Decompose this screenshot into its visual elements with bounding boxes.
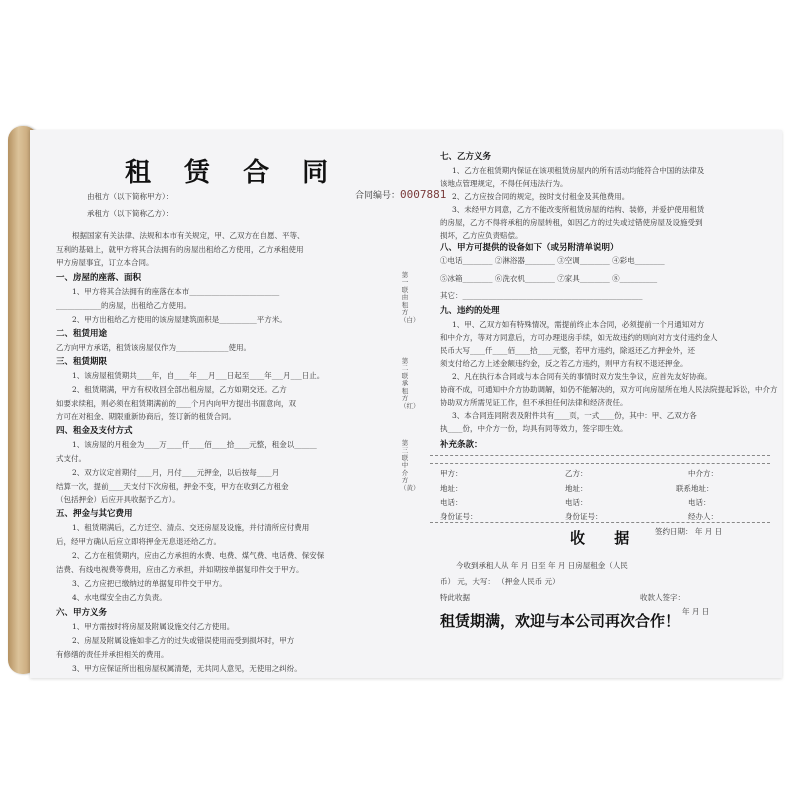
clause-text: 甲方：: [440, 469, 463, 478]
clause-text: 其它：________________________________________________: [440, 291, 643, 300]
clause-text: 承租方（以下简称乙方）：: [87, 209, 174, 218]
clause-text: 和中介方，等对方同意后，方可办理退房手续，如无故违约的则向对方支付违约金人: [440, 333, 718, 342]
section-heading: 补充条款：: [440, 440, 483, 450]
clause-text: 1、该房屋租赁期共____年，自____年___月___日起至____年___月___日止。: [72, 371, 325, 380]
clause-text: 民币大写____仟____佰____拾____元整，若甲方违约，除返还乙方押金外，还: [440, 346, 695, 355]
clause-text: 地址：: [565, 484, 588, 493]
clause-text: 身份证号：: [440, 512, 478, 521]
clause-text: 电话：: [688, 498, 711, 507]
clause-text: 3、乙方应把已缴纳过的单据复印件交于甲方。: [72, 579, 227, 588]
clause-text: 2、房屋及附属设施如非乙方的过失或错误使用而受到损坏时，甲方: [72, 636, 295, 645]
clause-text: 签约日期： 年 月 日: [655, 527, 723, 536]
clause-text: 后，经甲方确认后应立即将押金无息退还给乙方。: [56, 537, 221, 546]
clause-text: 电话：: [440, 498, 463, 507]
section-heading: 五、押金与其它费用: [56, 509, 133, 519]
section-heading: 三、租赁期限: [56, 357, 108, 367]
clause-text: 洁费、有线电视费等费用，应由乙方承担，并如期按单据复印件交于甲方。: [56, 565, 304, 574]
clause-text: 地址：: [440, 484, 463, 493]
clause-text: 1、甲方需按时将房屋及附属设施交付乙方使用。: [72, 622, 235, 631]
clause-text: 2、租赁期满，甲方有权收回全部出租房屋，乙方如期交还。乙方: [72, 385, 287, 394]
clause-text: 1、甲、乙双方如有特殊情况，需提前终止本合同，必须提前一个月通知对方: [452, 320, 705, 329]
clause-text: （包括押金）后应开具收据予乙方）。: [56, 495, 180, 504]
clause-text: 1、乙方在租赁期内保证在该项租赁房屋内的所有活动均能符合中国的法律及: [452, 166, 705, 175]
clause-text: 收款人签字：: [640, 593, 685, 602]
clause-text: 如要求续租，则必须在租赁期满前的____个月内向甲方提出书面意向，双: [56, 399, 296, 408]
section-heading: 六、甲方义务: [56, 608, 108, 618]
clause-text: 中介方：: [688, 469, 718, 478]
clause-text: 执____份，中介方一份，均具有同等效力，签字即生效。: [440, 424, 628, 433]
clause-text: 1、该房屋的月租金为____万____仟____佰____拾____元整，租金以______: [72, 440, 317, 449]
contract-number: [355, 188, 446, 201]
clause-text: 联系地址：: [676, 484, 714, 493]
bottom-slogan: 租赁期满，欢迎与本公司再次合作！: [440, 612, 681, 630]
clause-text: 2、乙方在租赁期内，应由乙方承担的水费、电费、煤气费、电话费、保安保: [72, 551, 325, 560]
supplement-divider-1: [430, 455, 770, 456]
clause-text: 须支付给乙方上述金额违约金，反之若乙方违约，则甲方有权不退还押金。: [440, 359, 688, 368]
clause-text: 损坏，乙方应负责赔偿。: [440, 231, 523, 240]
clause-text: 电话：: [565, 498, 588, 507]
contract-number-value: 0007881: [400, 188, 447, 201]
section-heading: 一、房屋的座落、面积: [56, 273, 142, 283]
clause-text: 互利的基础上，就甲方将其合法拥有的房屋出租给乙方使用，乙方承租使用: [56, 245, 304, 254]
clause-text: 2、凡在执行本合同或与本合同有关的事情时双方发生争议，应首先友好协商。: [452, 372, 712, 381]
clause-text: ⑤冰箱________ ⑥洗衣机________ ⑦家具________ ⑧__________: [440, 274, 658, 283]
clause-text: 特此收据: [440, 593, 470, 602]
section-heading: 二、租赁用途: [56, 329, 108, 339]
copy-label: 第三联中介方（黄）: [400, 439, 420, 492]
copy-label: 第二联承租方（红）: [400, 357, 420, 410]
clause-text: 有修缮的责任并承担相关的费用。: [56, 650, 169, 659]
clause-text: 该地点管理规定，不得任何违法行为。: [440, 179, 568, 188]
section-heading: 九、违约的处理: [440, 306, 500, 316]
clause-text: 1、租赁期满后，乙方迁空、清点、交还房屋及设施，并付清所应付费用: [72, 523, 310, 532]
copy-label: 第一联由租方（白）: [400, 271, 420, 324]
clause-text: 乙方向甲方承诺，租赁该房屋仅作为______________使用。: [56, 343, 251, 352]
clause-text: 2、甲方出租给乙方使用的该房屋建筑面积是__________平方米。: [72, 315, 287, 324]
clause-text: 根据国家有关法律、法规和本市有关规定，甲、乙双方在自愿、平等、: [72, 231, 305, 240]
section-heading: 八、甲方可提供的设备如下（或另附清单说明）: [440, 243, 619, 253]
clause-text: 今收到承租人从 年 月 日至 年 月 日房屋租金（人民: [456, 561, 628, 570]
clause-text: 经办人：: [688, 512, 718, 521]
clause-text: 4、水电煤安全由乙方负责。: [72, 593, 167, 602]
clause-text: ____________的房屋，出租给乙方使用。: [56, 301, 191, 310]
clause-text: 币） 元，大写： （押金人民币 元）: [440, 577, 560, 586]
clause-text: 3、甲方应保证所出租房屋权属清楚，无共同人意见，无使用之纠纷。: [72, 664, 302, 673]
supplement-divider-2: [430, 463, 770, 464]
receipt-title: 收 据: [570, 529, 642, 547]
clause-text: 甲方房屋事宜，订立本合同。: [56, 258, 154, 267]
clause-text: 方可在对租金、期限重新协商后，签订新的租赁合同。: [56, 412, 236, 421]
contract-title: 租 赁 合 同: [125, 158, 341, 188]
clause-text: ①电话________ ②淋浴器________ ③空调________ ④彩电________: [440, 256, 665, 265]
clause-text: 年 月 日: [682, 607, 710, 616]
clause-text: 乙方：: [565, 469, 588, 478]
clause-text: 身份证号：: [565, 512, 603, 521]
clause-text: 协商不成，可通知中介方协助调解，如仍不能解决的，双方可向房屋所在地人民法院提起诉讼，中介方: [440, 385, 778, 394]
clause-text: 的房屋，乙方不得将承租的房屋转租，如因乙方的过失或过错使房屋及设施受到: [440, 218, 703, 227]
contract-number-label: 合同编号：: [355, 191, 401, 201]
clause-text: 1、甲方将其合法拥有的座落在本市________________________: [72, 287, 280, 296]
clause-text: 协助双方所需见证工作，但不承担任何法律和经济责任。: [440, 398, 628, 407]
clause-text: 3、本合同连同附表及附件共有____页，一式____份，其中：甲、乙双方各: [452, 411, 697, 420]
section-heading: 七、乙方义务: [440, 152, 492, 162]
clause-text: 2、乙方应按合同的规定，按时支付租金及其他费用。: [452, 192, 630, 201]
clause-text: 结算一次，提前____天支付下次房租，押金不变，甲方在收到乙方租金: [56, 482, 289, 491]
clause-text: 2、双方议定首期付____月，月付____元押金，以后按每____月: [72, 468, 280, 477]
clause-text: 3、未经甲方同意，乙方不能改变所租赁房屋的结构、装修，并爱护使用租赁: [452, 205, 705, 214]
receipt-divider: [430, 522, 770, 523]
section-heading: 四、租金及支付方式: [56, 426, 133, 436]
clause-text: 式支付。: [56, 454, 86, 463]
clause-text: 由租方（以下简称甲方）：: [87, 192, 174, 201]
